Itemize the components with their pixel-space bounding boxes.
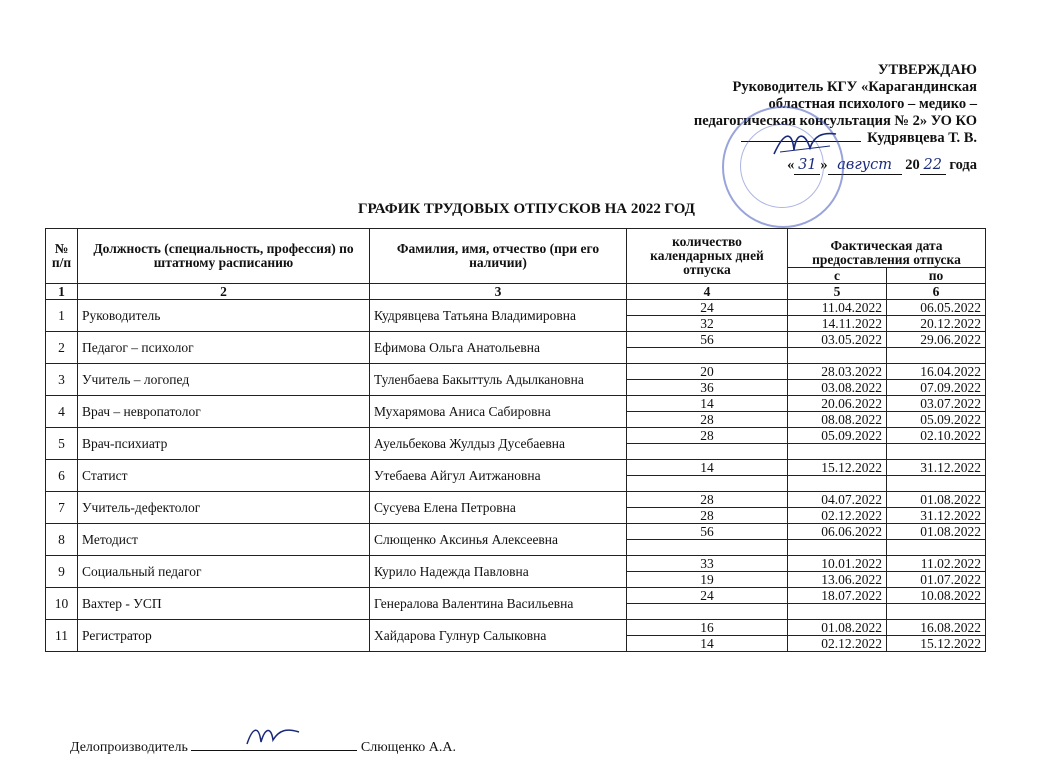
- row-number: 7: [46, 492, 78, 524]
- cell-days: 14: [627, 636, 788, 652]
- row-number: 6: [46, 460, 78, 492]
- cell-days: 24: [627, 300, 788, 316]
- cell-to: 05.09.2022: [887, 412, 986, 428]
- row-position: Педагог – психолог: [78, 332, 370, 364]
- cell-from: 06.06.2022: [788, 524, 887, 540]
- row-name: Сусуева Елена Петровна: [370, 492, 627, 524]
- header-from: с: [788, 268, 887, 284]
- table-row: [46, 492, 986, 508]
- row-name: Туленбаева Бакыттуль Адылкановна: [370, 364, 627, 396]
- row-name: Ефимова Ольга Анатольевна: [370, 332, 627, 364]
- cell-to: 15.12.2022: [887, 636, 986, 652]
- approval-signer: Кудрявцева Т. В.: [867, 130, 977, 146]
- cell-days: 20: [627, 364, 788, 380]
- cell-from: [788, 444, 887, 460]
- row-position: Регистратор: [78, 620, 370, 652]
- cell-from: 13.06.2022: [788, 572, 887, 588]
- cell-days: 36: [627, 380, 788, 396]
- table-row: [46, 524, 986, 540]
- footer-name: Слющенко А.А.: [360, 740, 456, 755]
- cell-days: 32: [627, 316, 788, 332]
- cell-to: 02.10.2022: [887, 428, 986, 444]
- col-number: 1: [46, 284, 78, 300]
- col-number: 3: [370, 284, 627, 300]
- date-year-prefix: 20: [905, 157, 920, 173]
- table-row: [46, 556, 986, 572]
- cell-to: [887, 348, 986, 364]
- cell-from: [788, 540, 887, 556]
- cell-days: 28: [627, 428, 788, 444]
- row-position: Врач-психиатр: [78, 428, 370, 460]
- cell-days: [627, 476, 788, 492]
- header-actual-date: Фактическая дата предоставления отпуска: [788, 229, 986, 268]
- row-number: 8: [46, 524, 78, 556]
- cell-to: 10.08.2022: [887, 588, 986, 604]
- footer: [70, 736, 456, 756]
- row-name: Кудрявцева Татьяна Владимировна: [370, 300, 627, 332]
- cell-from: 03.08.2022: [788, 380, 887, 396]
- header-days: количество календарных дней отпуска: [627, 229, 788, 284]
- row-name: Курило Надежда Павловна: [370, 556, 627, 588]
- table-row: [46, 364, 986, 380]
- row-name: Хайдарова Гулнур Салыковна: [370, 620, 627, 652]
- table-row: [46, 588, 986, 604]
- cell-days: [627, 348, 788, 364]
- row-position: Руководитель: [78, 300, 370, 332]
- cell-from: 10.01.2022: [788, 556, 887, 572]
- cell-from: 08.08.2022: [788, 412, 887, 428]
- table-row: [46, 620, 986, 636]
- cell-from: 01.08.2022: [788, 620, 887, 636]
- row-position: Учитель-дефектолог: [78, 492, 370, 524]
- cell-to: 31.12.2022: [887, 460, 986, 476]
- cell-to: 16.04.2022: [887, 364, 986, 380]
- row-position: Учитель – логопед: [78, 364, 370, 396]
- row-position: Врач – невропатолог: [78, 396, 370, 428]
- cell-to: 06.05.2022: [887, 300, 986, 316]
- document-title: ГРАФИК ТРУДОВЫХ ОТПУСКОВ НА 2022 ГОД: [358, 201, 695, 217]
- table-row: [46, 300, 986, 316]
- cell-days: [627, 540, 788, 556]
- table-row: [46, 460, 986, 476]
- approval-line: Руководитель КГУ «Карагандинская: [732, 79, 977, 95]
- col-number: 5: [788, 284, 887, 300]
- row-number: 9: [46, 556, 78, 588]
- cell-days: 28: [627, 508, 788, 524]
- table-row: [46, 332, 986, 348]
- cell-from: 02.12.2022: [788, 636, 887, 652]
- cell-from: [788, 604, 887, 620]
- director-signature: [770, 126, 840, 162]
- cell-to: 01.07.2022: [887, 572, 986, 588]
- cell-to: 29.06.2022: [887, 332, 986, 348]
- row-number: 4: [46, 396, 78, 428]
- row-number: 2: [46, 332, 78, 364]
- cell-days: 56: [627, 332, 788, 348]
- cell-from: [788, 348, 887, 364]
- date-month: август: [828, 157, 902, 175]
- cell-days: 14: [627, 460, 788, 476]
- approval-line: областная психолого – медико –: [768, 96, 977, 112]
- cell-from: 05.09.2022: [788, 428, 887, 444]
- row-number: 1: [46, 300, 78, 332]
- cell-days: 24: [627, 588, 788, 604]
- row-position: Методист: [78, 524, 370, 556]
- cell-days: 33: [627, 556, 788, 572]
- approval-heading: УТВЕРЖДАЮ: [877, 62, 977, 78]
- cell-days: 16: [627, 620, 788, 636]
- date-quote-close: »: [820, 157, 828, 173]
- date-quote-open: «: [787, 157, 795, 173]
- cell-from: [788, 476, 887, 492]
- table-body: [46, 300, 986, 652]
- cell-to: 20.12.2022: [887, 316, 986, 332]
- row-number: 10: [46, 588, 78, 620]
- cell-days: 14: [627, 396, 788, 412]
- row-position: Вахтер - УСП: [78, 588, 370, 620]
- row-name: Ауельбекова Жулдыз Дусебаевна: [370, 428, 627, 460]
- cell-to: 16.08.2022: [887, 620, 986, 636]
- cell-days: 28: [627, 492, 788, 508]
- cell-to: 31.12.2022: [887, 508, 986, 524]
- col-number: 2: [78, 284, 370, 300]
- row-name: Слющенко Аксинья Алексеевна: [370, 524, 627, 556]
- date-day: 31: [794, 157, 820, 175]
- row-number: 5: [46, 428, 78, 460]
- approval-line: педагогическая консультация № 2» УО КО: [693, 113, 977, 129]
- cell-from: 14.11.2022: [788, 316, 887, 332]
- row-position: Социальный педагог: [78, 556, 370, 588]
- cell-days: [627, 444, 788, 460]
- row-number: 3: [46, 364, 78, 396]
- row-number: 11: [46, 620, 78, 652]
- header-position: Должность (специальность, профессия) по штатному расписанию: [78, 229, 370, 284]
- cell-to: [887, 476, 986, 492]
- cell-from: 15.12.2022: [788, 460, 887, 476]
- table-row: [46, 396, 986, 412]
- cell-days: 56: [627, 524, 788, 540]
- row-position: Статист: [78, 460, 370, 492]
- cell-from: 20.06.2022: [788, 396, 887, 412]
- cell-to: 01.08.2022: [887, 492, 986, 508]
- cell-to: 11.02.2022: [887, 556, 986, 572]
- footer-signature-line: [191, 736, 357, 751]
- row-name: Утебаева Айгул Аитжановна: [370, 460, 627, 492]
- row-name: Мухарямова Аниса Сабировна: [370, 396, 627, 428]
- header-to: по: [887, 268, 986, 284]
- cell-from: 03.05.2022: [788, 332, 887, 348]
- cell-to: [887, 604, 986, 620]
- date-year-word: года: [949, 157, 977, 173]
- cell-from: 18.07.2022: [788, 588, 887, 604]
- table-row: [46, 428, 986, 444]
- cell-from: 11.04.2022: [788, 300, 887, 316]
- cell-from: 04.07.2022: [788, 492, 887, 508]
- cell-from: 02.12.2022: [788, 508, 887, 524]
- cell-to: [887, 540, 986, 556]
- vacation-schedule-table: [45, 228, 986, 652]
- cell-to: 07.09.2022: [887, 380, 986, 396]
- header-num: № п/п: [46, 229, 78, 284]
- cell-to: [887, 444, 986, 460]
- cell-from: 28.03.2022: [788, 364, 887, 380]
- cell-days: [627, 604, 788, 620]
- col-number: 4: [627, 284, 788, 300]
- cell-days: 28: [627, 412, 788, 428]
- header-name: Фамилия, имя, отчество (при его наличии): [370, 229, 627, 284]
- col-number: 6: [887, 284, 986, 300]
- date-year-suffix: 22: [920, 157, 946, 175]
- cell-days: 19: [627, 572, 788, 588]
- row-name: Генералова Валентина Васильевна: [370, 588, 627, 620]
- clerk-signature: [243, 722, 303, 750]
- cell-to: 01.08.2022: [887, 524, 986, 540]
- footer-label: Делопроизводитель: [70, 740, 188, 755]
- cell-to: 03.07.2022: [887, 396, 986, 412]
